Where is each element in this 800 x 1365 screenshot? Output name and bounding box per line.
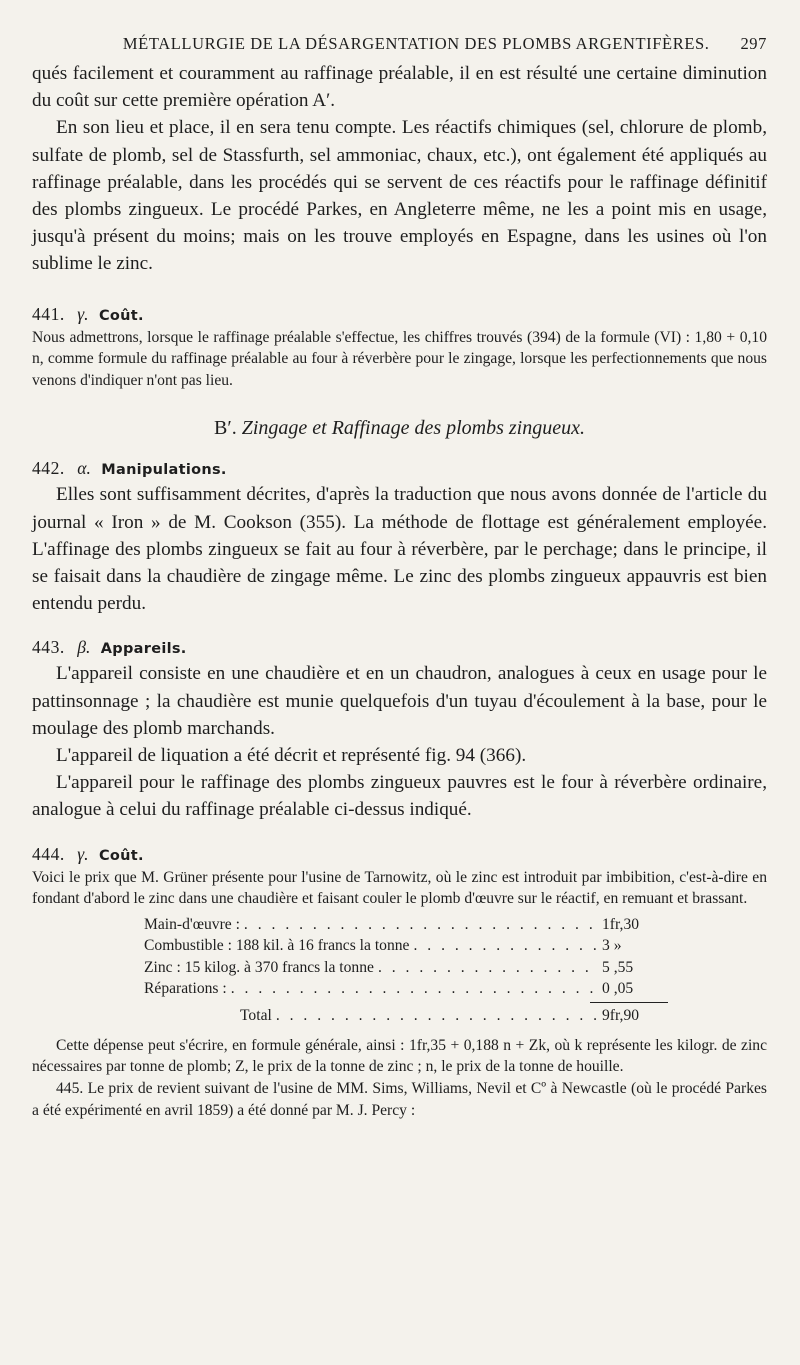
cost-total-row [240, 1005, 664, 1026]
leader-dots [378, 957, 598, 978]
section-444-formula [32, 1035, 767, 1078]
section-441-heading [32, 304, 767, 325]
total-value: 9fr,90 [602, 1007, 640, 1025]
leader-dots [276, 1005, 598, 1026]
cost-value: 5 ,55 [602, 958, 634, 976]
running-title: MÉTALLURGIE DE LA DÉSARGENTATION DES PLOMBS ARGENTIFÈRES. [122, 34, 710, 53]
intro-block [32, 60, 767, 278]
running-header [32, 34, 767, 54]
section-title: Coût. [98, 847, 144, 864]
cost-row [144, 914, 664, 935]
section-441-text: Nous admettrons, lorsque le raffinage préalable s'effectue, les chiffres trouvés (394) de la formule (VI) : 1,80 + 0,10 n, comme formule du raffinage préalable au four à réverbère pour le zingage, lorsque les perfectionnements que nous venons d'indiquer n'ont pas lieu. [32, 328, 767, 389]
section-443-heading [32, 637, 767, 658]
section-445-text: 445. Le prix de revient suivant de l'usine de MM. Sims, Williams, Nevil et Cº à Newcastle (où le procédé Parkes a été expérimenté en avril 1859) a été donné par M. J. Percy : [32, 1080, 767, 1119]
section-442-heading [32, 458, 767, 479]
section-444-heading [32, 844, 767, 865]
intro-paragraph-1: qués facilement et couramment au raffinage préalable, il en est résulté une certaine diminution du coût sur cette première opération A′. [32, 63, 767, 112]
chapter-subtitle [32, 417, 767, 440]
leader-dots [231, 978, 598, 999]
section-title: Manipulations. [101, 462, 227, 479]
section-442-text: Elles sont suffisamment décrites, d'après la traduction que nous avons donnée de l'article du journal « Iron » de M. Cookson (355). La méthode de flottage est généralement employée. L'affinage des plombs zingueux se fait au four à réverbère, par le perchage; dans le principe, il se faisait dans la chaudière de zingage même. Le zinc des plombs zingueux appauvris est bien entendu perdu. [32, 484, 767, 615]
section-443-paragraph-2: L'appareil de liquation a été décrit et représenté fig. 94 (366). [56, 745, 527, 767]
section-greek-letter: γ. [77, 843, 89, 864]
section-title: Coût. [98, 307, 144, 324]
subtitle-title: Zingage et Raffinage des plombs zingueux. [241, 417, 585, 440]
total-rule [590, 1002, 668, 1003]
section-number: 441. [32, 303, 65, 324]
cost-label: Main-d'œuvre : [144, 915, 240, 933]
cost-label: Zinc : 15 kilog. à 370 francs la tonne [144, 958, 374, 976]
section-number: 444. [32, 843, 65, 864]
cost-row [144, 978, 664, 999]
section-greek-letter: γ. [77, 303, 89, 324]
section-443-body [32, 660, 767, 823]
cost-row [144, 935, 664, 956]
section-greek-letter: β. [77, 637, 91, 658]
section-number: 442. [32, 458, 65, 479]
section-445-body [32, 1078, 767, 1121]
cost-table [144, 914, 664, 1027]
section-greek-letter: α. [77, 458, 91, 479]
formula-text: Cette dépense peut s'écrire, en formule générale, ainsi : 1fr,35 + 0,188 n + Zk, où k représente les kilogr. de zinc nécessaires par tonne de plomb; Z, le prix de la tonne de zinc ; n, le prix de la tonne de houille. [32, 1036, 767, 1076]
leader-dots [413, 935, 598, 956]
page [32, 34, 767, 1121]
subtitle-label: B′. [213, 417, 237, 440]
section-444-text: Voici le prix que M. Grüner présente pour l'usine de Tarnowitz, où le zinc est introduit par imbibition, c'est-à-dire en fondant d'abord le zinc dans une chaudière et faisant couler le plomb d'œuvre sur le réactif, en remuant et brassant. [32, 868, 767, 908]
cost-row [144, 957, 664, 978]
section-title: Appareils. [100, 641, 187, 658]
cost-value: 1fr,30 [602, 915, 640, 933]
intro-paragraph-2: En son lieu et place, il en sera tenu compte. Les réactifs chimiques (sel, chlorure de plomb, sulfate de plomb, sel de Stassfurth, sel ammoniac, chaux, etc.), ont également été appliqués au raffinage préalable, dans les procédés qui se servent de ces réactifs pour le raffinage définitif des plombs zingueux. Le procédé Parkes, en Angleterre même, ne les a point mis en usage, jusqu'à présent du moins; mais on les trouve employés en Espagne, dans les usines où l'on sublime le zinc. [32, 117, 767, 275]
leader-dots [244, 914, 598, 935]
section-444-body [32, 867, 767, 910]
cost-value: 0 ,05 [602, 980, 634, 998]
section-442-body [32, 481, 767, 617]
section-number: 443. [32, 637, 65, 658]
cost-value: 3 » [602, 937, 622, 955]
section-441-body [32, 327, 767, 392]
page-number: 297 [740, 34, 767, 53]
cost-label: Combustible : 188 kil. à 16 francs la tonne [144, 937, 410, 955]
section-443-paragraph-3: L'appareil pour le raffinage des plombs zingueux pauvres est le four à réverbère ordinaire, analogue à celui du raffinage préalable ci-dessus indiqué. [32, 772, 767, 821]
cost-label: Réparations : [144, 980, 227, 998]
total-label: Total [240, 1007, 272, 1025]
section-443-paragraph-1: L'appareil consiste en une chaudière et en un chaudron, analogues à ceux en usage pour le pattinsonnage ; la chaudière est munie quelquefois d'un tuyau d'écoulement à la base, pour le moulage des plomb marchands. [32, 663, 767, 739]
